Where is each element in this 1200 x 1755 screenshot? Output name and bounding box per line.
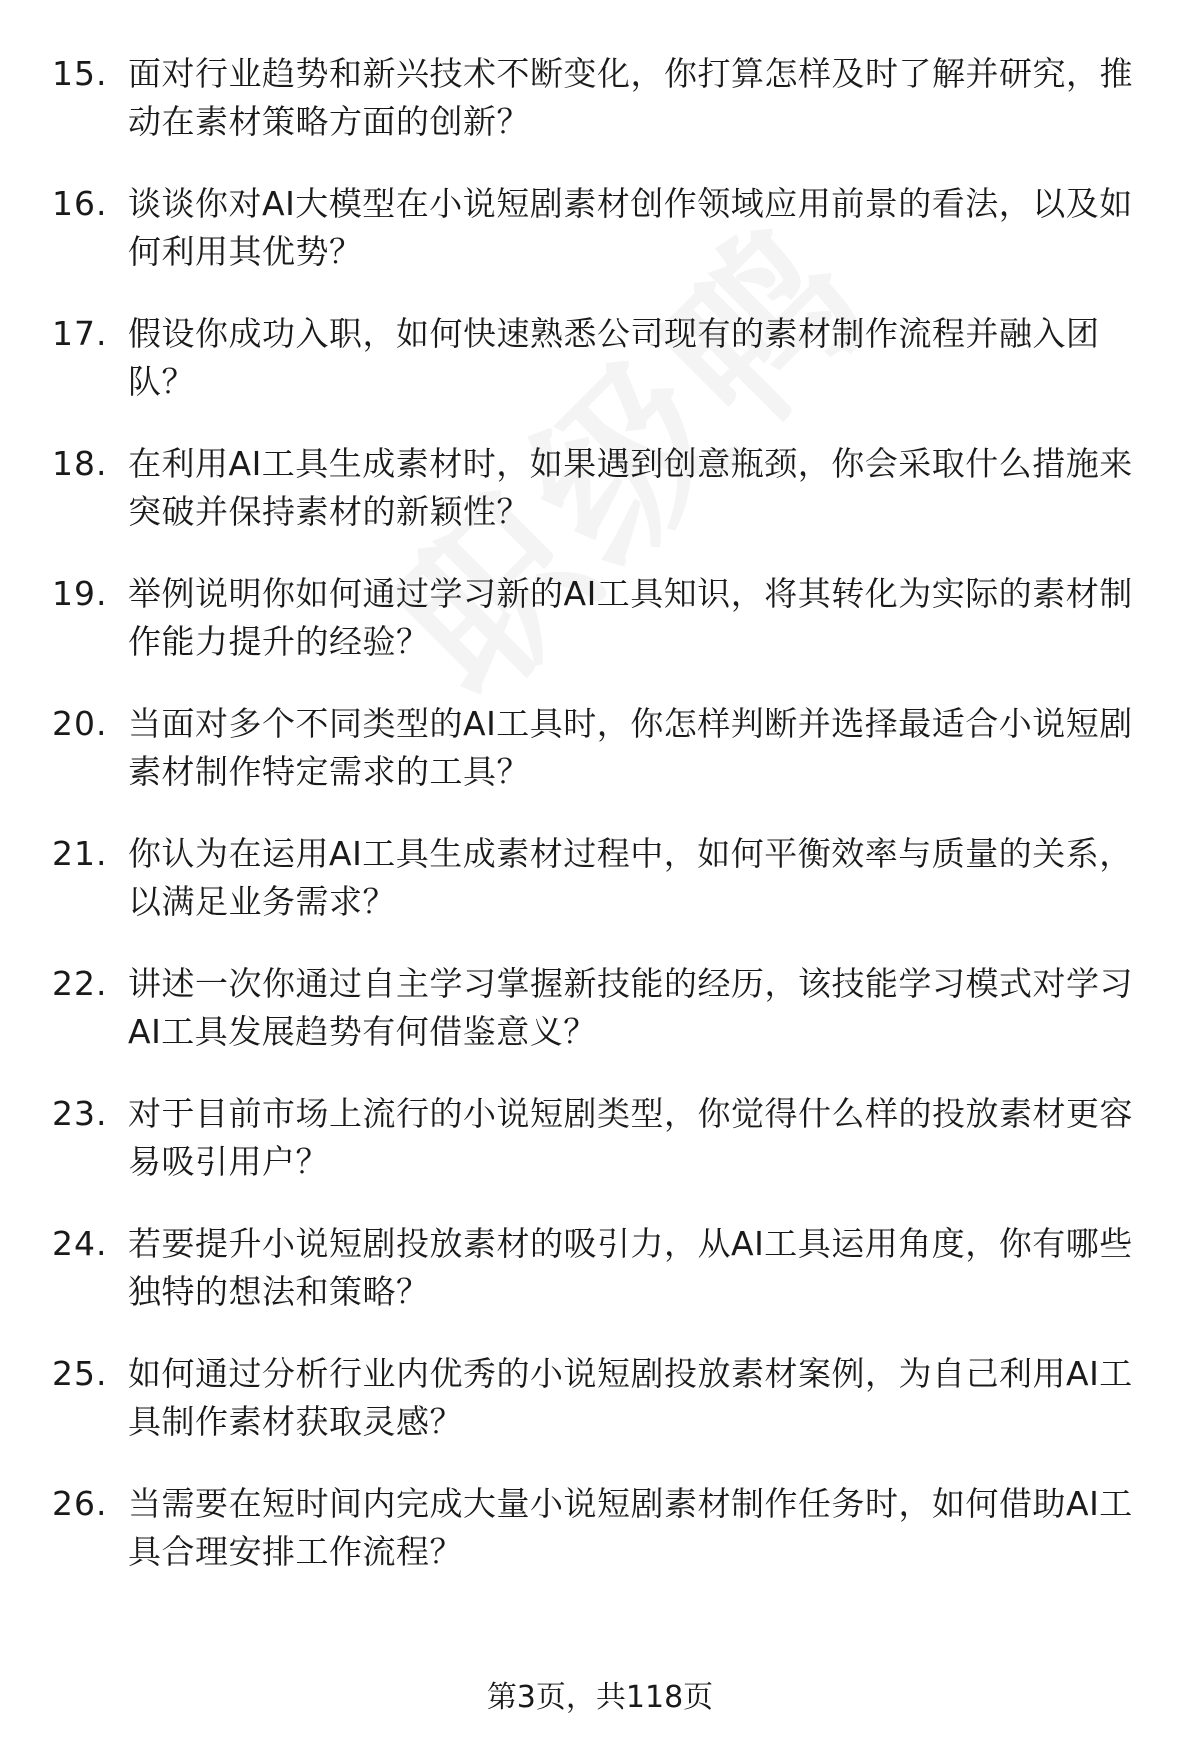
question-item [0, 1090, 1200, 1220]
question-item [0, 310, 1200, 440]
page-number-footer: 第3页，共118页 [486, 1680, 714, 1715]
question-number: 19. [52, 574, 108, 613]
question-number: 26. [52, 1484, 108, 1523]
question-number: 25. [52, 1354, 108, 1393]
question-text: 当需要在短时间内完成大量小说短剧素材制作任务时，如何借助AI工具合理安排工作流程？ [128, 1484, 1133, 1571]
question-number: 24. [52, 1224, 108, 1263]
question-text: 谈谈你对AI大模型在小说短剧素材创作领域应用前景的看法，以及如何利用其优势？ [128, 184, 1133, 271]
question-list [0, 50, 1200, 1610]
question-text: 假设你成功入职，如何快速熟悉公司现有的素材制作流程并融入团队？ [128, 314, 1100, 401]
question-number: 22. [52, 964, 108, 1003]
question-number: 20. [52, 704, 108, 743]
question-item [0, 50, 1200, 180]
question-item [0, 1350, 1200, 1480]
question-text: 如何通过分析行业内优秀的小说短剧投放素材案例，为自己利用AI工具制作素材获取灵感？ [128, 1354, 1133, 1441]
question-number: 16. [52, 184, 108, 223]
question-number: 15. [52, 54, 108, 93]
question-item [0, 180, 1200, 310]
question-text: 面对行业趋势和新兴技术不断变化，你打算怎样及时了解并研究，推动在素材策略方面的创新？ [128, 54, 1133, 141]
question-item [0, 830, 1200, 960]
question-text: 举例说明你如何通过学习新的AI工具知识，将其转化为实际的素材制作能力提升的经验？ [128, 574, 1133, 661]
question-text: 在利用AI工具生成素材时，如果遇到创意瓶颈，你会采取什么措施来突破并保持素材的新颖性？ [128, 444, 1133, 531]
question-text: 若要提升小说短剧投放素材的吸引力，从AI工具运用角度，你有哪些独特的想法和策略？ [128, 1224, 1133, 1311]
question-number: 21. [52, 834, 108, 873]
question-text: 你认为在运用AI工具生成素材过程中，如何平衡效率与质量的关系，以满足业务需求？ [128, 834, 1133, 921]
question-number: 18. [52, 444, 108, 483]
question-item [0, 570, 1200, 700]
question-text: 当面对多个不同类型的AI工具时，你怎样判断并选择最适合小说短剧素材制作特定需求的工具？ [128, 704, 1133, 791]
question-number: 23. [52, 1094, 108, 1133]
question-number: 17. [52, 314, 108, 353]
question-item [0, 700, 1200, 830]
question-text: 讲述一次你通过自主学习掌握新技能的经历，该技能学习模式对学习AI工具发展趋势有何借鉴意义？ [128, 964, 1133, 1051]
question-item [0, 440, 1200, 570]
question-item [0, 1480, 1200, 1610]
question-item [0, 1220, 1200, 1350]
question-item [0, 960, 1200, 1090]
question-text: 对于目前市场上流行的小说短剧类型，你觉得什么样的投放素材更容易吸引用户？ [128, 1094, 1133, 1181]
